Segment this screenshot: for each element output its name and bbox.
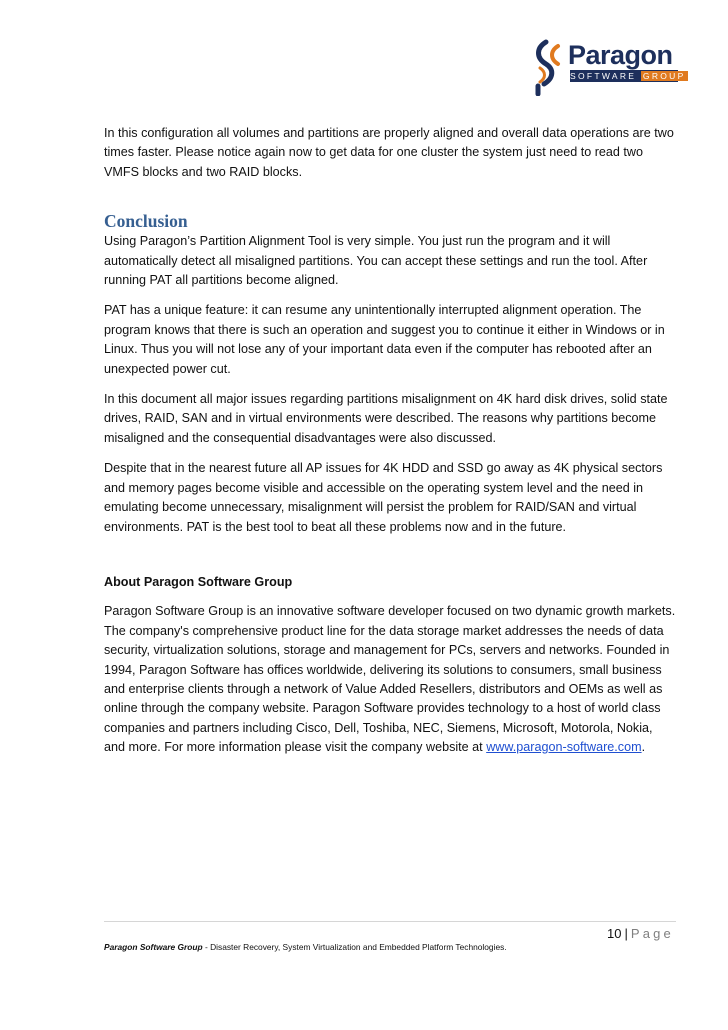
logo-tagline bbox=[570, 70, 686, 82]
intro-paragraph: In this configuration all volumes and partitions are properly aligned and overall data operations are two times faster. Please notice again now to get data for one cluster the system just need to read two VMFS blocks and two RAID blocks. bbox=[104, 126, 674, 179]
conclusion-paragraph-2: PAT has a unique feature: it can resume any unintentionally interrupted alignment operation. The program knows that there is such an operation and suggest you to continue it either in Windows or in Linux. Thus you will not lose any of your important data even if the computer has rebooted after an unexpected power cut. bbox=[104, 303, 665, 376]
page-label: Page bbox=[630, 926, 674, 941]
paragon-logo bbox=[532, 38, 686, 96]
company-website-link[interactable]: www.paragon-software.com bbox=[486, 740, 642, 755]
logo-wordmark: Paragon bbox=[568, 40, 673, 70]
about-paragraph bbox=[104, 602, 676, 757]
footer-divider bbox=[104, 921, 676, 922]
logo-tagline-group: GROUP bbox=[642, 71, 686, 81]
page-number-value: 10 bbox=[606, 926, 622, 941]
document-body bbox=[104, 124, 676, 769]
conclusion-paragraph-4: Despite that in the nearest future all AP issues for 4K HDD and SSD go away as 4K physical sectors and memory pages become visible and accessible on the operating system level and the need in emulating become unnecessary, misalignment will persist the problem for RAID/SAN and virtual environments. PAT is the best tool to beat all these problems now and in the future. bbox=[104, 461, 663, 534]
page-number bbox=[607, 925, 674, 943]
logo-tagline-software: SOFTWARE bbox=[570, 71, 637, 81]
footer-text bbox=[104, 941, 507, 953]
conclusion-paragraph-1: Using Paragon’s Partition Alignment Tool is very simple. You just run the program and it will automatically detect all misaligned partitions. You can accept these settings and run the tool. After running PAT all partitions become aligned. bbox=[104, 234, 648, 288]
about-paragraph-text: Paragon Software Group is an innovative software developer focused on two dynamic growth markets. The company's comprehensive product line for the data storage market addresses the needs of data security, virtualization solutions, storage and management for PCs, servers and networks. Founded in 1994, Paragon Software has offices worldwide, delivering its solutions to consumers, small business and enterprise clients through a network of Value Added Resellers, distributors and OEMs as well as online through the company website. Paragon Software provides technology to a host of world class companies and partners including Cisco, Dell, Toshiba, NEC, Siemens, Microsoft, Motorola, Nokia, and more. For more information please visit the company website at bbox=[104, 604, 676, 755]
page-number-separator: | bbox=[624, 926, 628, 941]
footer-description: - Disaster Recovery, System Virtualization and Embedded Platform Technologies. bbox=[202, 942, 507, 952]
paragon-swirl-icon bbox=[532, 38, 568, 96]
conclusion-heading: Conclusion bbox=[104, 211, 188, 232]
about-heading: About Paragon Software Group bbox=[104, 574, 293, 589]
footer-company: Paragon Software Group bbox=[104, 942, 203, 952]
about-paragraph-end: . bbox=[641, 740, 646, 755]
conclusion-paragraph-3: In this document all major issues regarding partitions misalignment on 4K hard disk drives, solid state drives, RAID, SAN and in virtual environments were described. The reasons why partitions become misaligned and the consequential disadvantages were also discussed. bbox=[104, 392, 668, 445]
